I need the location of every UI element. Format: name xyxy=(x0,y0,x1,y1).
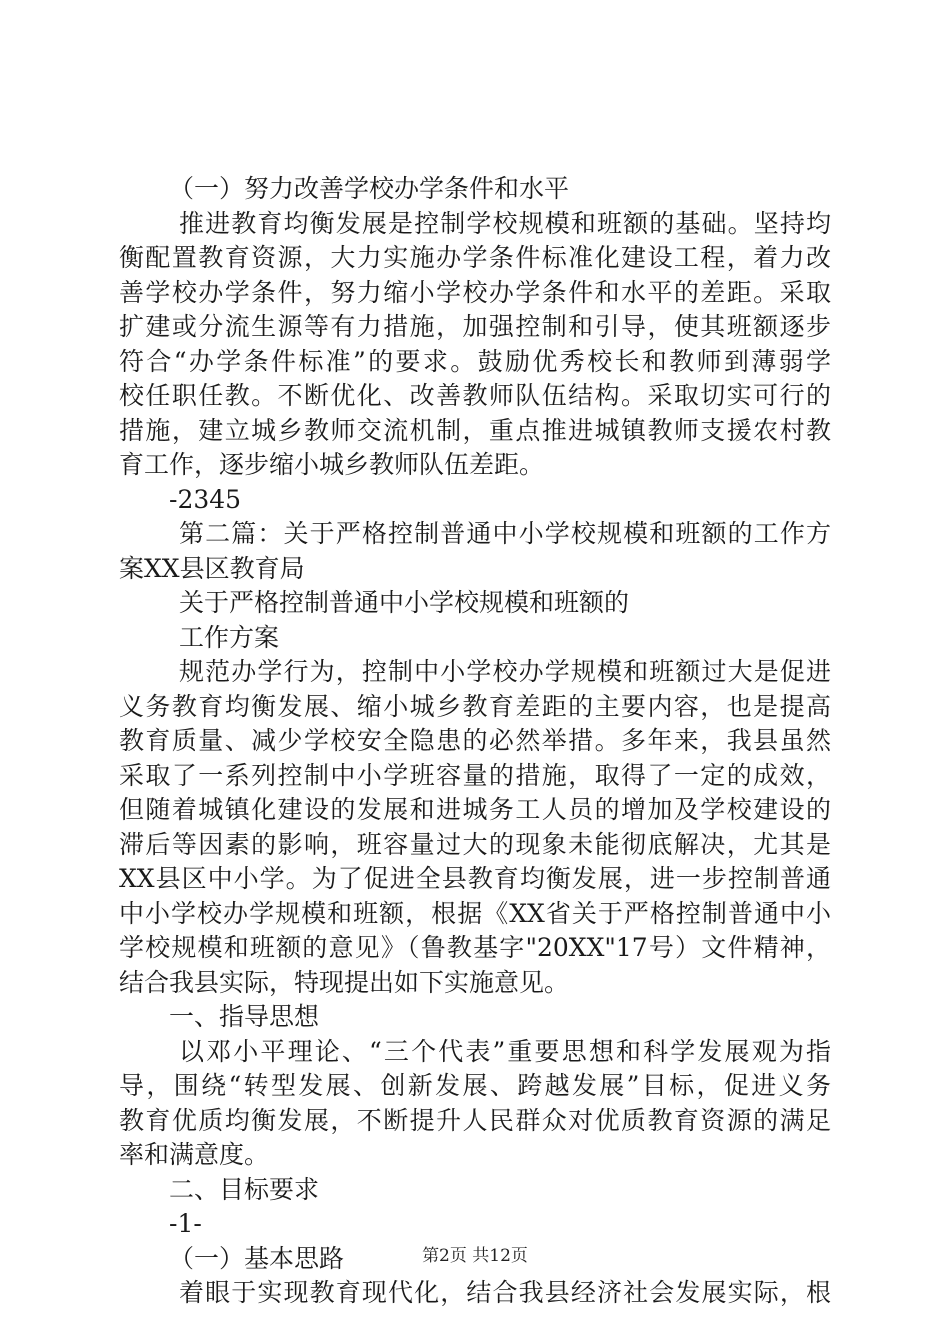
paragraph-line: 中小学校办学规模和班额，根据《XX省关于严格控制普通中小 xyxy=(119,898,831,928)
paragraph-line: XX县区中小学。为了促进全县教育均衡发展，进一步控制普通 xyxy=(119,864,831,893)
chapter-title: 案XX县区教育局 xyxy=(119,553,305,583)
document-title: 工作方案 xyxy=(179,622,280,652)
paragraph-line: 但随着城镇化建设的发展和进城务工人员的增加及学校建设的 xyxy=(119,795,831,824)
paragraph-line: 采取了一系列控制中小学班容量的措施，取得了一定的成效， xyxy=(119,760,831,790)
paragraph-line: 着眼于实现教育现代化，结合我县经济社会发展实际，根 xyxy=(179,1278,831,1307)
paragraph-line: 符合“办学条件标准”的要求。鼓励优秀校长和教师到薄弱学 xyxy=(119,346,831,376)
section-heading: （一）努力改善学校办学条件和水平 xyxy=(169,174,570,203)
paragraph-line: 校任职任教。不断优化、改善教师队伍结构。采取切实可行的 xyxy=(119,381,831,410)
section-heading: （一）基本思路 xyxy=(169,1243,345,1273)
section-heading: 一、指导思想 xyxy=(169,1002,320,1031)
document-body xyxy=(119,172,839,1311)
chapter-title: 第二篇：关于严格控制普通中小学校规模和班额的工作方 xyxy=(179,519,831,548)
paragraph-line: 以邓小平理论、“三个代表”重要思想和科学发展观为指 xyxy=(179,1036,831,1066)
paragraph-line: 措施，建立城乡教师交流机制，重点推进城镇教师支援农村教 xyxy=(119,415,831,445)
paragraph-line: 扩建或分流生源等有力措施，加强控制和引导，使其班额逐步 xyxy=(119,312,831,341)
paragraph-line: 教育优质均衡发展，不断提升人民群众对优质教育资源的满足 xyxy=(119,1105,831,1135)
page-footer: 第2页 共12页 xyxy=(422,1246,528,1266)
page-marker: -1- xyxy=(169,1209,202,1238)
paragraph-line: 率和满意度。 xyxy=(119,1140,270,1169)
paragraph-line: 结合我县实际，特现提出如下实施意见。 xyxy=(119,967,570,997)
paragraph-line: 善学校办学条件，努力缩小学校办学条件和水平的差距。采取 xyxy=(119,277,831,307)
paragraph-line: 育工作，逐步缩小城乡教师队伍差距。 xyxy=(119,450,545,479)
paragraph-line: 推进教育均衡发展是控制学校规模和班额的基础。坚持均 xyxy=(179,208,831,238)
paragraph-line: 学校规模和班额的意见》（鲁教基字"20XX"17号）文件精神， xyxy=(119,933,831,962)
section-heading: 二、目标要求 xyxy=(169,1174,320,1204)
paragraph-line: 导，围绕“转型发展、创新发展、跨越发展”目标，促进义务 xyxy=(119,1071,831,1100)
page-marker: -2345 xyxy=(169,484,242,514)
paragraph-line: 义务教育均衡发展、缩小城乡教育差距的主要内容，也是提高 xyxy=(119,691,831,721)
paragraph-line: 教育质量、减少学校安全隐患的必然举措。多年来，我县虽然 xyxy=(119,726,831,755)
paragraph-line: 规范办学行为，控制中小学校办学规模和班额过大是促进 xyxy=(179,657,831,686)
document-title: 关于严格控制普通中小学校规模和班额的 xyxy=(179,588,630,617)
paragraph-line: 衡配置教育资源，大力实施办学条件标准化建设工程，着力改 xyxy=(119,243,831,272)
paragraph-line: 滞后等因素的影响，班容量过大的现象未能彻底解决，尤其是 xyxy=(119,829,831,859)
